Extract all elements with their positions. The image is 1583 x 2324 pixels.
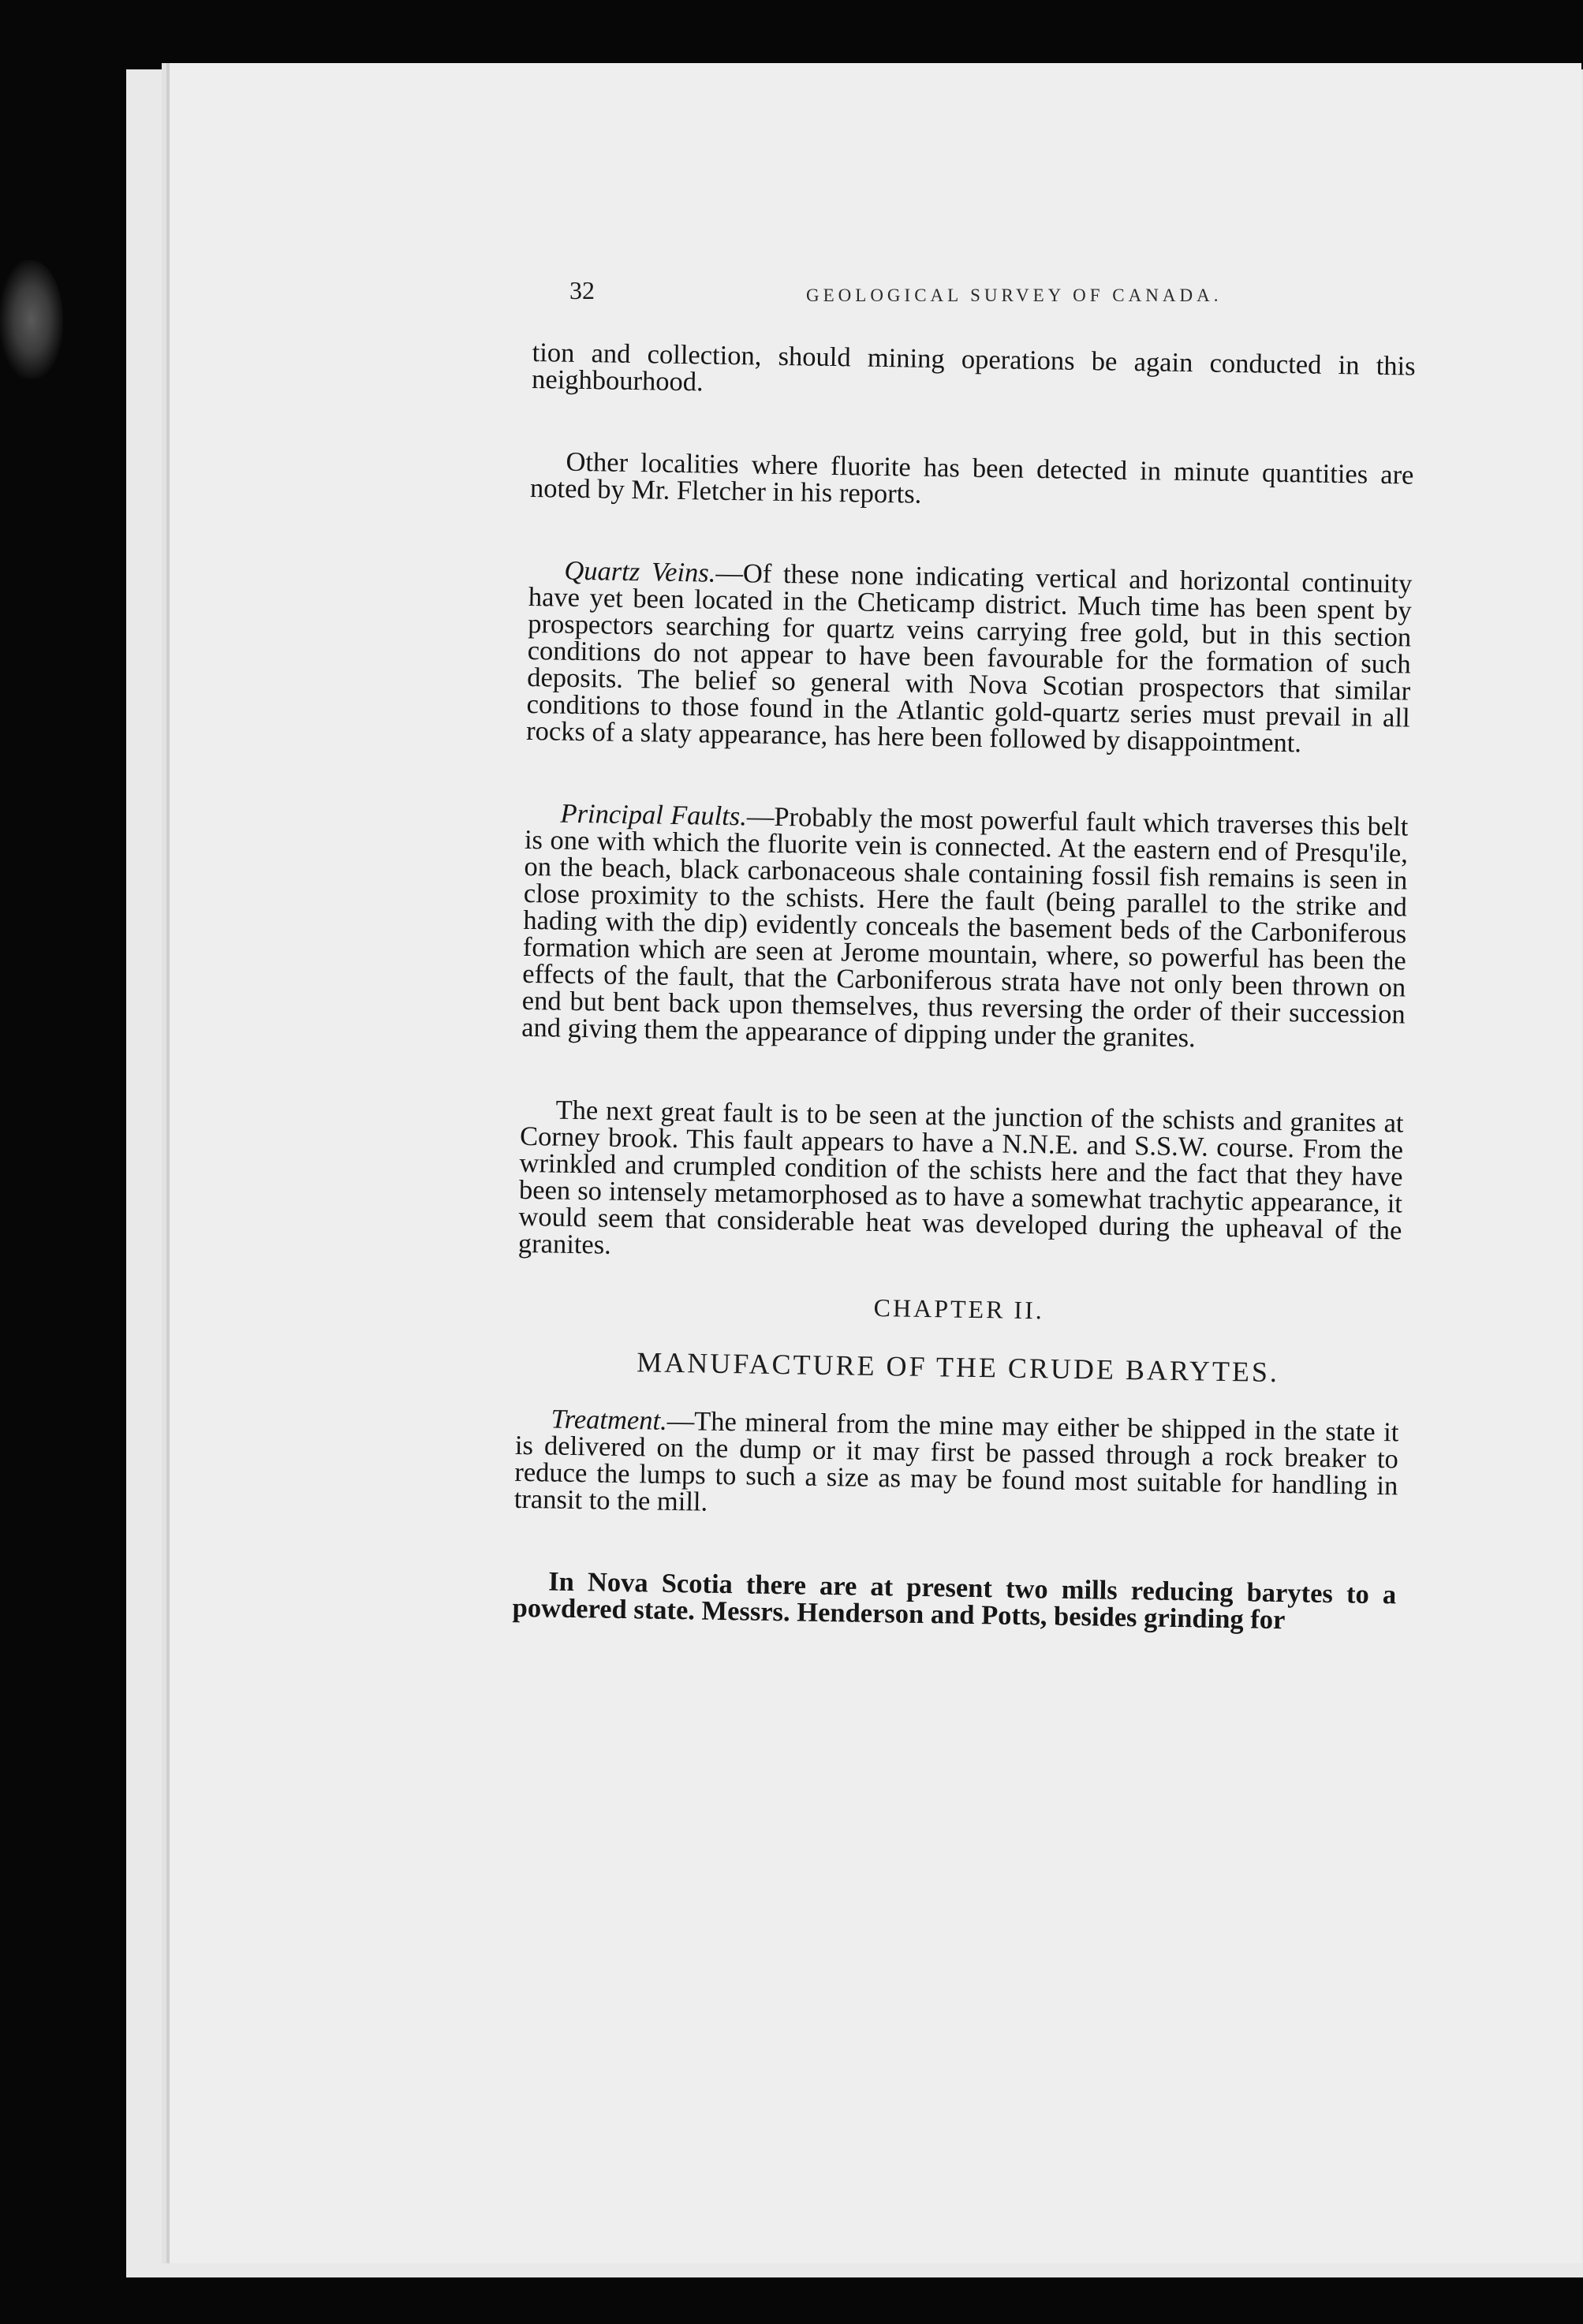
paragraph-next-fault: The next great fault is to be seen at the junction of the schists and granites at Corney brook. This fault appears to have a N.N.E. and S.S.W. course. From the wrinkled and crumpled condition of the schists here and the fact that they have been so intensely metamorphosed as to have a somewhat trachytic appearance, it would seem that considerable heat was developed during the upheaval of the granites. — [517, 1095, 1404, 1260]
treatment-text: —The mineral from the mine may either be shipped in the state it is delivered on the dump or it may first be passed through a rock breaker to reduce the lumps to such a size as may be found most suitable for handling in transit to the mill. — [513, 1405, 1399, 1517]
paragraph-fluorite-localities: Other localities where fluorite has been detected in minute quantities are noted by Mr. Fletcher in his reports. — [529, 446, 1414, 509]
paragraph-nova-scotia-mills: In Nova Scotia there are at present two mills reducing barytes to a powdered state. Messrs. Henderson and Potts, besides grinding for — [512, 1566, 1397, 1636]
principal-faults-heading: Principal Faults. — [560, 798, 748, 832]
paper-edge-mark — [0, 260, 63, 379]
paragraph-quartz-veins — [526, 557, 1413, 759]
treatment-heading: Treatment. — [551, 1404, 668, 1436]
chapter-number: CHAPTER II. — [873, 1293, 1045, 1325]
paragraph-principal-faults — [521, 800, 1409, 1055]
body-text — [512, 339, 1415, 1635]
chapter-title: MANUFACTURE OF THE CRUDE BARYTES. — [636, 1346, 1280, 1389]
paragraph-continuation: tion and collection, should mining operations be again conducted in this neighbourhood. — [531, 338, 1416, 397]
running-head: GEOLOGICAL SURVEY OF CANADA. — [806, 285, 1223, 305]
principal-faults-text: —Probably the most powerful fault which traverses this belt is one with which the fluorite vein is connected. At the eastern end of Presqu'ile, on the beach, black carbonaceous shale containing fossil fish remains is seen in close proximity to the schists. Here the fault (being parallel to the strike and hading with the dip) evidently conceals the basement beds of the Carboniferous formation which are seen at Jerome mountain, where, so powerful has been the effects of the fault, that the Carboniferous strata have not only been thrown on end but bent back upon themselves, thus reversing the order of their succession and giving them the appearance of dipping under the granites. — [521, 801, 1409, 1054]
page-header — [569, 276, 1248, 315]
paragraph-treatment — [514, 1405, 1399, 1527]
page-number: 32 — [569, 276, 595, 304]
quartz-veins-text: —Of these none indicating vertical and horizontal continuity have yet been located in the Cheticamp district. Much time has been spent by prospectors searching for quartz veins carrying free gold, but in this section conditions do not appear to have been favourable for the formation of such deposits. The belief so general with Nova Scotian prospectors that similar conditions to those found in the Atlantic gold-quartz series must prevail in all rocks of a slaty appearance, has here been followed by disappointment. — [525, 558, 1413, 759]
quartz-veins-heading: Quartz Veins. — [564, 555, 716, 588]
